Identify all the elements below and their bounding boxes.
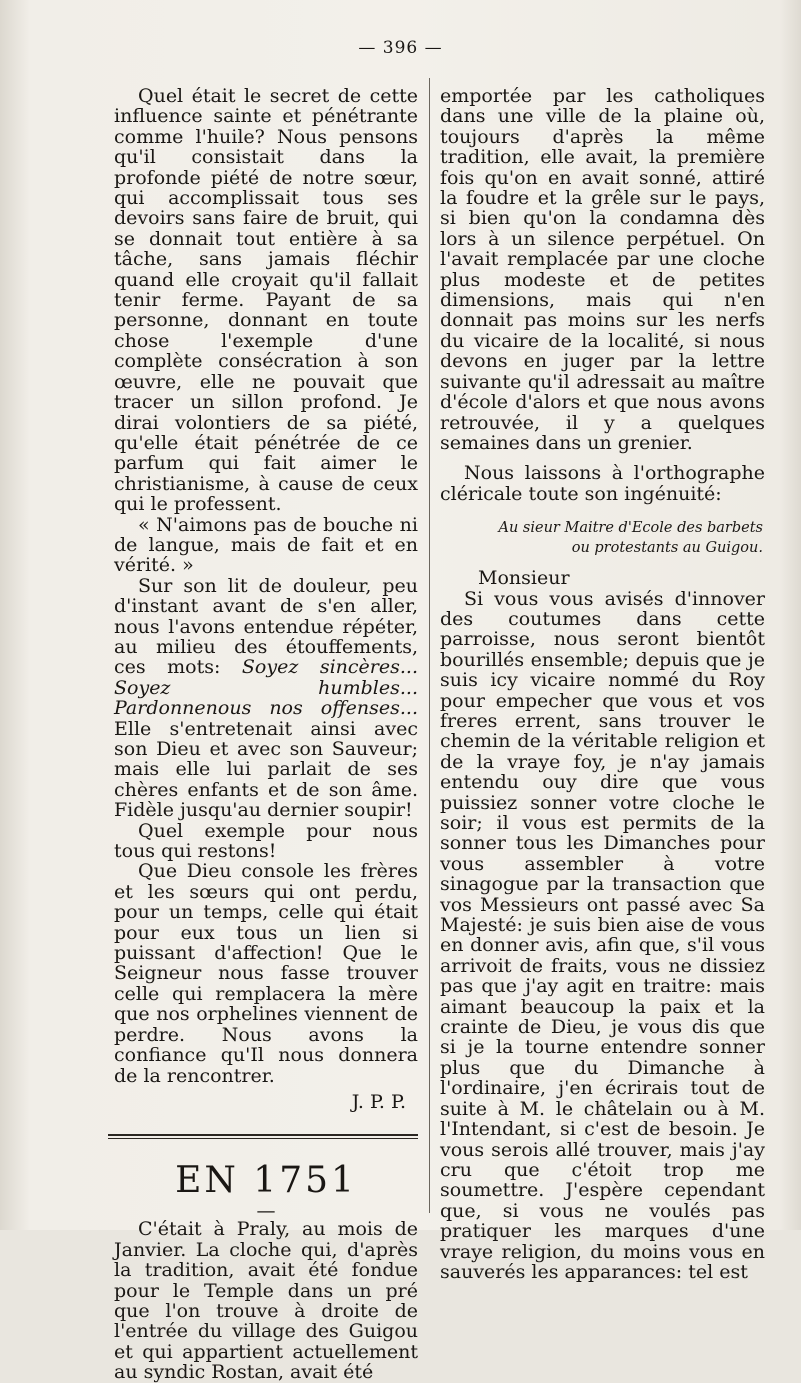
right-column	[440, 86, 765, 1282]
deathbed-italic-words: Soyez sincères... Soyez humbles... Pardonnenous nos offenses...	[114, 656, 418, 720]
orthography-note: Nous laissons à l'orthographe cléricale toute son ingénuité:	[440, 462, 765, 505]
signature: J. P. P.	[351, 1090, 406, 1113]
letter-salutation: Monsieur	[478, 567, 570, 590]
letter-body: Si vous vous avisés d'innover des coutumes dans cette parroisse, nous seront bientôt bourillés ensemble; depuis que je suis icy vicaire nommé du Roy pour empecher que vous et vos freres errent, sans trouver le chemin de la véritable religion et de la vraye foy, je n'ay jamais entendu ouy dire que vous puissiez sonner votre cloche le soir; il vous est permits de la sonner tous les Dimanches pour vous assembler à votre sinagogue par la transaction que vos Messieurs ont passé avec Sa Majesté: je suis bien aise de vous en donner avis, afin que, s'il vous arrivoit de fraits, vous ne dissiez pas que j'ay agit en traitre: mais aimant beaucoup la paix et la crainte de Dieu, je vous dis que si je la tourne entendre sonner plus que du Dimanche à l'ordinaire, j'en écrirais tout de suite à M. le châtelain ou à M. l'Intendant, si c'est de besoin. Je vous serois allé trouver, mais j'ay cru que c'étoit trop me soumettre. J'espère cependant que, si vous ne voulés pas pratiquer les marques d'une vraye religion, du moins vous en sauverés les apparances: tel est	[440, 587, 765, 1283]
letter-dedication	[440, 518, 765, 558]
dedication-line: ou protestants au Guigou.	[571, 540, 763, 557]
dedication-line: Au sieur Maitre d'Ecole des barbets	[498, 520, 763, 537]
paragraph: Quel exemple pour nous tous qui restons!	[114, 819, 418, 863]
paragraph-continued: emportée par les catholiques dans une ville de la plaine où, toujours d'après la même tradition, elle avait, la première fois qu'on en avait sonné, attiré la foudre et la grêle sur le pays, si bien qu'on la condamna dès lors à un silence perpétuel. On l'avait remplacée par une cloche plus modeste et de petites dimensions, mais qui n'en donnait pas moins sur les nerfs du vicaire de la localité, si nous devons en juger par la lettre suivante qu'il adressait au maître d'école d'alors et que nous avons retrouvée, il y a quelques semaines dans un grenier.	[440, 85, 765, 454]
paragraph-deathbed	[114, 576, 418, 821]
column-divider	[429, 78, 430, 1213]
section-dash: —	[256, 1200, 276, 1223]
deathbed-text-after: Elle s'entretenait ainsi avec son Dieu et avec son Sauveur; mais elle lui parlait de ses chères enfants et de son âme. Fidèle jusqu'au dernier soupir!	[114, 717, 418, 822]
page-number: — 396 —	[358, 38, 443, 58]
section-paragraph: C'était à Praly, au mois de Janvier. La cloche qui, d'après la tradition, avait été fondue pour le Temple dans un pré que l'on trouve à droite de l'entrée du village des Guigou et qui appartient actuellement au syndic Rostan, avait été	[114, 1218, 418, 1383]
paragraph: Que Dieu console les frères et les sœurs qui ont perdu, pour un temps, celle qui était pour eux tous un lien si puissant d'affection! Que le Seigneur nous fasse trouver celle qui remplacera la mère que nos orphelines viennent de perdre. Nous avons la confiance qu'Il nous donnera de la rencontrer.	[114, 860, 418, 1087]
quotation: « N'aimons pas de bouche ni de langue, mais de fait et en vérité. »	[114, 513, 418, 577]
paragraph: Quel était le secret de cette influence sainte et pénétrante comme l'huile? Nous pensons qu'il consistait dans la profonde piété de notre sœur, qui accomplissait tous ses devoirs sans faire de bruit, qui se donnait tout entière à sa tâche, sans jamais fléchir quand elle croyait qu'il fallait tenir ferme. Payant de sa personne, donnant en toute chose l'exemple d'une complète consécration à son œuvre, elle ne pouvait que tracer un sillon profond. Je dirai volontiers de sa piété, qu'elle était pénétrée de ce parfum qui fait aimer le christianisme, à cause de ceux qui le professent.	[114, 85, 418, 516]
deathbed-text-before: Sur son lit de douleur, peu d'instant avant de s'en aller, nous l'avons entendue répéter, au milieu des étouffements, ces mots:	[114, 574, 418, 679]
section-divider-rule	[108, 1134, 418, 1139]
left-column	[114, 86, 418, 1383]
section-title: EN 1751	[175, 1160, 357, 1202]
